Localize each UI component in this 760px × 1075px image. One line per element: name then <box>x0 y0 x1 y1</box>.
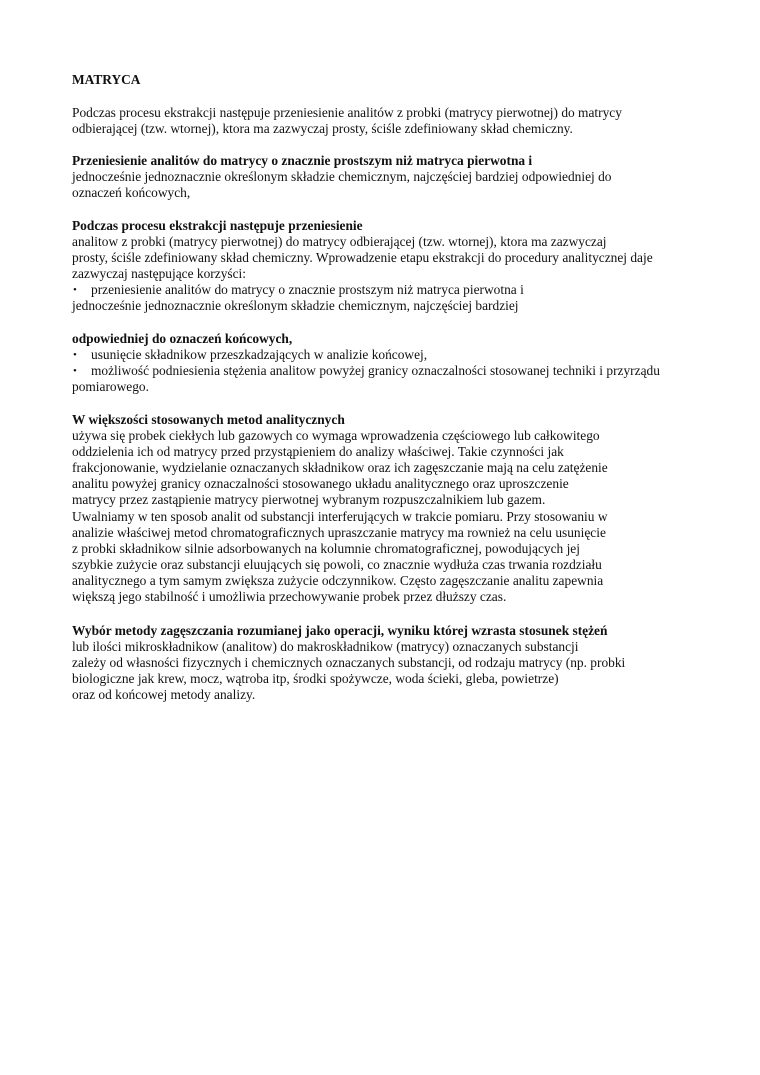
bullet-item <box>72 282 712 298</box>
bullet-item <box>72 347 712 363</box>
text-line: Podczas procesu ekstrakcji następuje przeniesienie analitów z probki (matrycy pierwotnej) do matrycy <box>72 105 622 120</box>
bullet-marker: • <box>73 349 77 362</box>
paragraph-concentration <box>72 623 712 703</box>
bullet-text: przeniesienie analitów do matrycy o znacznie prostszym niż matryca pierwotna i <box>91 282 524 298</box>
text-line: lub ilości mikroskładnikow (analitow) do makroskładnikow (matrycy) oznaczanych substancji <box>72 639 579 655</box>
text-line: jednocześnie jednoznacznie określonym składzie chemicznym, najczęściej bardziej odpowiedniej do <box>72 169 612 185</box>
text-line: oraz od końcowej metody analizy. <box>72 687 256 703</box>
section-heading: W większości stosowanych metod analitycznych <box>72 412 345 427</box>
bullet-marker: • <box>73 365 77 378</box>
paragraph-methods <box>72 412 712 605</box>
text-line: oddzielenia ich od matrycy przed przystąpieniem do analizy właściwej. Takie czynności jak <box>72 444 564 460</box>
text-line: większą jego stabilność i umożliwia przechowywanie probek przez dłuższy czas. <box>72 589 507 605</box>
section-heading: Przeniesienie analitów do matrycy o znacznie prostszym niż matryca pierwotna i <box>72 153 533 168</box>
text-line: analitow z probki (matrycy pierwotnej) do matrycy odbierającej (tzw. wtornej), ktora ma zazwyczaj <box>72 234 607 250</box>
document-title-block <box>72 72 712 88</box>
bullet-item <box>72 363 712 379</box>
bullet-text: usunięcie składnikow przeszkadzających w analizie końcowej, <box>91 347 428 363</box>
section-heading: Podczas procesu ekstrakcji następuje przeniesienie <box>72 218 363 233</box>
text-line: zazwyczaj następujące korzyści: <box>72 266 246 282</box>
paragraph-intro <box>72 105 712 137</box>
text-line: matrycy przez zastąpienie matrycy pierwotnej wybranym rozpuszczalnikiem lub gazem. <box>72 492 546 508</box>
text-line: używa się probek ciekłych lub gazowych co wymaga wprowadzenia częściowego lub całkowitego <box>72 428 600 444</box>
text-line: analitycznego a tym samym zwiększa zużycie odczynnikow. Często zagęszczanie analitu zapewnia <box>72 572 604 588</box>
section-heading: odpowiedniej do oznaczeń końcowych, <box>72 331 293 346</box>
text-line: biologiczne jak krew, mocz, wątroba itp, środki spożywcze, woda ścieki, gleba, powietrze) <box>72 671 559 687</box>
paragraph-extraction <box>72 218 712 315</box>
text-line: z probki składnikow silnie adsorbowanych na kolumnie chromatograficznej, powodujących jej <box>72 540 580 556</box>
document-title: MATRYCA <box>72 72 141 87</box>
text-line: oznaczeń końcowych, <box>72 185 191 201</box>
text-line: analizie właściwej metod chromatograficznych upraszczanie matrycy ma rownież na celu usunięcie <box>72 524 606 540</box>
text-line: frakcjonowanie, wydzielanie oznaczanych składnikow oraz ich zagęszczanie mają na celu zatężenie <box>72 460 608 476</box>
text-line: zależy od własności fizycznych i chemicznych oznaczanych substancji, od rodzaju matrycy (np. probki <box>72 655 626 671</box>
paragraph-transfer <box>72 153 712 201</box>
text-line: jednocześnie jednoznacznie określonym składzie chemicznym, najczęściej bardziej <box>72 298 519 314</box>
paragraph-benefits <box>72 331 712 395</box>
bullet-marker: • <box>73 284 77 297</box>
text-line: Uwalniamy w ten sposob analit od substancji interferujących w trakcie pomiaru. Przy stosowaniu w <box>72 508 608 524</box>
bullet-text: możliwość podniesienia stężenia analitow powyżej granicy oznaczalności stosowanej techniki i przyrządu <box>91 363 660 379</box>
text-line: szybkie zużycie oraz substancji eluujących się powoli, co znacznie wydłuża czas trwania rozdziału <box>72 556 602 572</box>
text-line: pomiarowego. <box>72 379 149 395</box>
text-line: odbierającej (tzw. wtornej), ktora ma zazwyczaj prosty, ściśle zdefiniowany skład chemiczny. <box>72 121 573 137</box>
text-line: prosty, ściśle zdefiniowany skład chemiczny. Wprowadzenie etapu ekstrakcji do procedury analitycznej daje <box>72 250 653 266</box>
text-line: analitu powyżej granicy oznaczalności stosowanego układu analitycznego oraz uproszczenie <box>72 476 569 492</box>
section-heading: Wybór metody zagęszczania rozumianej jako operacji, wyniku której wzrasta stosunek stężeń <box>72 623 608 638</box>
